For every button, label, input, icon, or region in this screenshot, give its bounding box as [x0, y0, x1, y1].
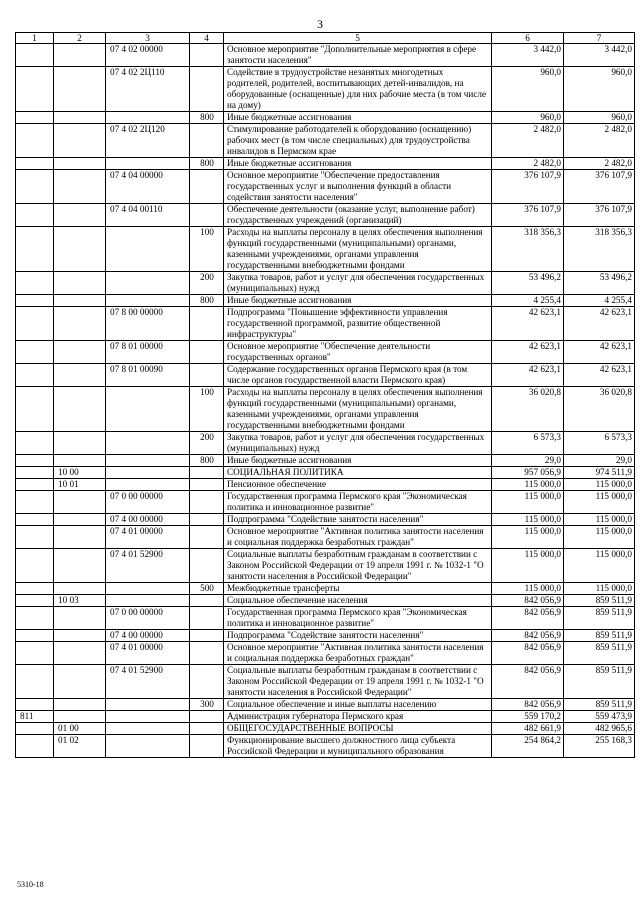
cell-section-code: 01 02 [54, 735, 106, 758]
cell-description: Социальное обеспечение населения [224, 595, 492, 607]
cell-amount-year-2: 255 168,3 [564, 735, 635, 758]
cell-description: Основное мероприятие "Активная политика занятости населения и социальная поддержка безработных граждан" [224, 526, 492, 549]
cell-description: Основное мероприятие "Активная политика занятости населения и социальная поддержка безработных граждан" [224, 642, 492, 665]
cell-target-article: 07 4 00 00000 [106, 514, 190, 526]
cell-target-article [106, 711, 190, 723]
cell-description: Основное мероприятие "Дополнительные мероприятия в сфере занятости населения" [224, 44, 492, 67]
cell-section-code [54, 642, 106, 665]
cell-amount-year-2: 318 356,3 [564, 227, 635, 272]
cell-description: Закупка товаров, работ и услуг для обеспечения государственных (муниципальных) нужд [224, 272, 492, 295]
cell-description: Расходы на выплаты персоналу в целях обеспечения выполнения функций государственными (муниципальными) органами, казенными учреждениями, органами управления государственными внебюджетными фондами [224, 227, 492, 272]
cell-expense-type [190, 642, 224, 665]
table-row [16, 341, 635, 364]
table-row [16, 307, 635, 341]
cell-recipient-code [16, 112, 54, 124]
cell-expense-type [190, 549, 224, 583]
cell-recipient-code [16, 295, 54, 307]
cell-section-code [54, 526, 106, 549]
cell-recipient-code [16, 479, 54, 491]
cell-expense-type [190, 124, 224, 158]
cell-description: Иные бюджетные ассигнования [224, 295, 492, 307]
cell-section-code [54, 491, 106, 514]
cell-description: Иные бюджетные ассигнования [224, 158, 492, 170]
cell-section-code [54, 124, 106, 158]
cell-section-code [54, 204, 106, 227]
cell-section-code [54, 583, 106, 595]
cell-section-code: 01 00 [54, 723, 106, 735]
table-row [16, 630, 635, 642]
cell-expense-type: 200 [190, 272, 224, 295]
table-row [16, 158, 635, 170]
cell-expense-type [190, 467, 224, 479]
cell-amount-year-1: 842 056,9 [492, 595, 564, 607]
cell-section-code [54, 699, 106, 711]
cell-amount-year-2: 859 511,9 [564, 630, 635, 642]
cell-section-code [54, 307, 106, 341]
cell-section-code [54, 607, 106, 630]
cell-recipient-code [16, 272, 54, 295]
cell-target-article [106, 735, 190, 758]
cell-recipient-code [16, 607, 54, 630]
cell-description: Подпрограмма "Содействие занятости населения" [224, 514, 492, 526]
cell-expense-type [190, 67, 224, 112]
cell-amount-year-1: 2 482,0 [492, 158, 564, 170]
cell-target-article: 07 4 04 00110 [106, 204, 190, 227]
cell-section-code [54, 514, 106, 526]
cell-recipient-code [16, 455, 54, 467]
cell-expense-type: 800 [190, 455, 224, 467]
cell-target-article [106, 583, 190, 595]
cell-amount-year-2: 559 473,9 [564, 711, 635, 723]
cell-expense-type [190, 204, 224, 227]
cell-recipient-code [16, 341, 54, 364]
cell-section-code [54, 67, 106, 112]
cell-target-article [106, 723, 190, 735]
cell-amount-year-2: 859 511,9 [564, 642, 635, 665]
cell-description: Межбюджетные трансферты [224, 583, 492, 595]
cell-expense-type [190, 723, 224, 735]
table-row [16, 491, 635, 514]
header-col-2: 2 [54, 33, 106, 44]
table-row [16, 124, 635, 158]
table-row [16, 595, 635, 607]
table-row [16, 665, 635, 699]
cell-amount-year-2: 115 000,0 [564, 583, 635, 595]
cell-recipient-code [16, 227, 54, 272]
cell-amount-year-1: 254 864,2 [492, 735, 564, 758]
cell-amount-year-1: 53 496,2 [492, 272, 564, 295]
cell-recipient-code [16, 514, 54, 526]
cell-amount-year-1: 842 056,9 [492, 699, 564, 711]
cell-description: Социальные выплаты безработным гражданам в соответствии с Законом Российской Федерации от 19 апреля 1991 г. № 1032-1 "О занятости населения в Российской Федерации" [224, 549, 492, 583]
table-row [16, 432, 635, 455]
cell-description: Государственная программа Пермского края "Экономическая политика и инновационное развитие" [224, 607, 492, 630]
cell-description: СОЦИАЛЬНАЯ ПОЛИТИКА [224, 467, 492, 479]
cell-description: Содействие в трудоустройстве незанятых многодетных родителей, родителей, воспитывающих детей-инвалидов, на оборудованные (оснащенные) для них рабочие места (в том числе на дому) [224, 67, 492, 112]
table-row [16, 479, 635, 491]
cell-expense-type [190, 514, 224, 526]
cell-expense-type [190, 711, 224, 723]
cell-recipient-code [16, 158, 54, 170]
cell-expense-type [190, 341, 224, 364]
cell-expense-type: 800 [190, 112, 224, 124]
cell-expense-type: 800 [190, 295, 224, 307]
cell-expense-type [190, 735, 224, 758]
cell-recipient-code [16, 432, 54, 455]
table-row [16, 295, 635, 307]
cell-recipient-code [16, 204, 54, 227]
cell-expense-type: 300 [190, 699, 224, 711]
cell-amount-year-2: 3 442,0 [564, 44, 635, 67]
cell-section-code [54, 549, 106, 583]
cell-amount-year-1: 115 000,0 [492, 526, 564, 549]
cell-amount-year-1: 115 000,0 [492, 549, 564, 583]
cell-amount-year-2: 29,0 [564, 455, 635, 467]
cell-recipient-code [16, 665, 54, 699]
table-row [16, 272, 635, 295]
cell-target-article: 07 4 00 00000 [106, 630, 190, 642]
cell-description: Социальные выплаты безработным гражданам в соответствии с Законом Российской Федерации от 19 апреля 1991 г. № 1032-1 "О занятости населения в Российской Федерации" [224, 665, 492, 699]
cell-amount-year-1: 842 056,9 [492, 607, 564, 630]
cell-target-article [106, 699, 190, 711]
header-col-4: 4 [190, 33, 224, 44]
cell-target-article [106, 595, 190, 607]
cell-target-article: 07 4 04 00000 [106, 170, 190, 204]
cell-expense-type [190, 526, 224, 549]
cell-expense-type [190, 491, 224, 514]
cell-amount-year-2: 2 482,0 [564, 124, 635, 158]
cell-amount-year-2: 6 573,3 [564, 432, 635, 455]
cell-amount-year-1: 42 623,1 [492, 341, 564, 364]
cell-description: Социальное обеспечение и иные выплаты населению [224, 699, 492, 711]
cell-expense-type [190, 479, 224, 491]
cell-recipient-code [16, 526, 54, 549]
cell-amount-year-1: 842 056,9 [492, 665, 564, 699]
cell-description: Подпрограмма "Содействие занятости населения" [224, 630, 492, 642]
cell-amount-year-2: 115 000,0 [564, 549, 635, 583]
cell-amount-year-2: 115 000,0 [564, 514, 635, 526]
cell-target-article: 07 4 01 52900 [106, 665, 190, 699]
cell-amount-year-1: 3 442,0 [492, 44, 564, 67]
cell-description: Администрация губернатора Пермского края [224, 711, 492, 723]
cell-section-code [54, 227, 106, 272]
cell-expense-type: 200 [190, 432, 224, 455]
cell-target-article: 07 4 01 52900 [106, 549, 190, 583]
cell-recipient-code [16, 387, 54, 432]
cell-amount-year-1: 29,0 [492, 455, 564, 467]
cell-section-code [54, 158, 106, 170]
table-row [16, 387, 635, 432]
cell-amount-year-1: 318 356,3 [492, 227, 564, 272]
cell-section-code [54, 364, 106, 387]
cell-recipient-code [16, 549, 54, 583]
cell-description: Основное мероприятие "Обеспечение деятельности государственных органов" [224, 341, 492, 364]
header-col-3: 3 [106, 33, 190, 44]
header-col-5: 5 [224, 33, 492, 44]
cell-target-article: 07 4 01 00000 [106, 526, 190, 549]
cell-recipient-code [16, 699, 54, 711]
table-row [16, 170, 635, 204]
cell-amount-year-2: 859 511,9 [564, 665, 635, 699]
cell-expense-type [190, 607, 224, 630]
cell-amount-year-2: 53 496,2 [564, 272, 635, 295]
cell-description: Закупка товаров, работ и услуг для обеспечения государственных (муниципальных) нужд [224, 432, 492, 455]
cell-amount-year-2: 42 623,1 [564, 307, 635, 341]
cell-amount-year-2: 960,0 [564, 67, 635, 112]
cell-amount-year-2: 2 482,0 [564, 158, 635, 170]
table-row [16, 227, 635, 272]
cell-amount-year-2: 115 000,0 [564, 526, 635, 549]
cell-expense-type [190, 595, 224, 607]
cell-section-code [54, 630, 106, 642]
cell-description: Функционирование высшего должностного лица субъекта Российской Федерации и муниципального образования [224, 735, 492, 758]
table-row [16, 723, 635, 735]
cell-amount-year-2: 859 511,9 [564, 595, 635, 607]
cell-description: Содержание государственных органов Пермского края (в том числе органов государственной власти Пермского края) [224, 364, 492, 387]
cell-target-article [106, 432, 190, 455]
cell-target-article: 07 8 00 00000 [106, 307, 190, 341]
cell-section-code [54, 432, 106, 455]
cell-target-article [106, 158, 190, 170]
table-row [16, 514, 635, 526]
cell-target-article [106, 272, 190, 295]
cell-amount-year-2: 376 107,9 [564, 170, 635, 204]
cell-amount-year-1: 559 170,2 [492, 711, 564, 723]
table-row [16, 455, 635, 467]
cell-amount-year-2: 859 511,9 [564, 699, 635, 711]
cell-recipient-code [16, 630, 54, 642]
cell-description: Пенсионное обеспечение [224, 479, 492, 491]
cell-description: Расходы на выплаты персоналу в целях обеспечения выполнения функций государственными (муниципальными) органами, казенными учреждениями, органами управления государственными внебюджетными фондами [224, 387, 492, 432]
cell-recipient-code [16, 595, 54, 607]
cell-section-code [54, 341, 106, 364]
table-row [16, 642, 635, 665]
cell-amount-year-2: 960,0 [564, 112, 635, 124]
cell-section-code [54, 295, 106, 307]
cell-section-code [54, 665, 106, 699]
table-row [16, 735, 635, 758]
cell-recipient-code: 811 [16, 711, 54, 723]
cell-expense-type [190, 364, 224, 387]
cell-section-code: 10 01 [54, 479, 106, 491]
table-row [16, 549, 635, 583]
cell-target-article: 07 0 00 00000 [106, 607, 190, 630]
table-row [16, 112, 635, 124]
cell-target-article: 07 8 01 00000 [106, 341, 190, 364]
cell-expense-type [190, 44, 224, 67]
cell-expense-type: 100 [190, 387, 224, 432]
cell-recipient-code [16, 124, 54, 158]
cell-amount-year-2: 36 020,8 [564, 387, 635, 432]
cell-target-article: 07 4 02 2Ц120 [106, 124, 190, 158]
cell-amount-year-2: 859 511,9 [564, 607, 635, 630]
cell-section-code [54, 170, 106, 204]
cell-amount-year-2: 42 623,1 [564, 341, 635, 364]
header-col-7: 7 [564, 33, 635, 44]
cell-description: Иные бюджетные ассигнования [224, 455, 492, 467]
cell-amount-year-2: 974 511,9 [564, 467, 635, 479]
cell-amount-year-1: 42 623,1 [492, 364, 564, 387]
cell-target-article [106, 112, 190, 124]
cell-expense-type [190, 665, 224, 699]
cell-amount-year-1: 115 000,0 [492, 491, 564, 514]
cell-amount-year-1: 2 482,0 [492, 124, 564, 158]
cell-expense-type [190, 307, 224, 341]
cell-target-article [106, 455, 190, 467]
cell-target-article [106, 227, 190, 272]
cell-expense-type: 500 [190, 583, 224, 595]
cell-recipient-code [16, 44, 54, 67]
table-row [16, 44, 635, 67]
cell-expense-type: 800 [190, 158, 224, 170]
cell-amount-year-2: 482 965,6 [564, 723, 635, 735]
cell-amount-year-2: 376 107,9 [564, 204, 635, 227]
cell-recipient-code [16, 583, 54, 595]
cell-section-code [54, 387, 106, 432]
cell-recipient-code [16, 467, 54, 479]
cell-amount-year-1: 960,0 [492, 112, 564, 124]
cell-expense-type: 100 [190, 227, 224, 272]
table-row [16, 67, 635, 112]
cell-description: Иные бюджетные ассигнования [224, 112, 492, 124]
cell-target-article [106, 467, 190, 479]
cell-section-code [54, 711, 106, 723]
table-row [16, 699, 635, 711]
budget-table [15, 32, 635, 758]
cell-amount-year-1: 115 000,0 [492, 514, 564, 526]
header-col-6: 6 [492, 33, 564, 44]
cell-target-article: 07 8 01 00090 [106, 364, 190, 387]
document-code: 5310-18 [17, 880, 44, 889]
table-row [16, 364, 635, 387]
page-number: 3 [317, 17, 323, 31]
cell-description: Подпрограмма "Повышение эффективности управления государственной программой, развитие общественной инфраструктуры" [224, 307, 492, 341]
cell-amount-year-1: 960,0 [492, 67, 564, 112]
cell-section-code [54, 44, 106, 67]
cell-recipient-code [16, 364, 54, 387]
header-row [16, 33, 635, 44]
cell-section-code [54, 272, 106, 295]
cell-amount-year-1: 842 056,9 [492, 642, 564, 665]
cell-amount-year-1: 4 255,4 [492, 295, 564, 307]
cell-amount-year-2: 42 623,1 [564, 364, 635, 387]
cell-expense-type [190, 170, 224, 204]
cell-section-code [54, 455, 106, 467]
cell-recipient-code [16, 642, 54, 665]
cell-amount-year-1: 376 107,9 [492, 204, 564, 227]
cell-target-article: 07 4 02 00000 [106, 44, 190, 67]
cell-recipient-code [16, 170, 54, 204]
cell-description: Основное мероприятие "Обеспечение предоставления государственных услуг и выполнения функций в области содействия занятости населения" [224, 170, 492, 204]
table-row [16, 526, 635, 549]
cell-section-code: 10 00 [54, 467, 106, 479]
cell-recipient-code [16, 67, 54, 112]
cell-amount-year-1: 115 000,0 [492, 583, 564, 595]
cell-target-article [106, 479, 190, 491]
cell-recipient-code [16, 491, 54, 514]
table-row [16, 607, 635, 630]
cell-description: Стимулирование работодателей к оборудованию (оснащению) рабочих мест (в том числе специальных) для трудоустройства инвалидов в Пермском крае [224, 124, 492, 158]
cell-amount-year-1: 957 056,9 [492, 467, 564, 479]
cell-amount-year-2: 115 000,0 [564, 479, 635, 491]
table-row [16, 711, 635, 723]
cell-amount-year-1: 482 661,9 [492, 723, 564, 735]
header-col-1: 1 [16, 33, 54, 44]
cell-amount-year-1: 6 573,3 [492, 432, 564, 455]
cell-section-code: 10 03 [54, 595, 106, 607]
cell-target-article [106, 387, 190, 432]
table-row [16, 467, 635, 479]
cell-expense-type [190, 630, 224, 642]
cell-amount-year-2: 115 000,0 [564, 491, 635, 514]
cell-amount-year-1: 842 056,9 [492, 630, 564, 642]
cell-target-article: 07 4 01 00000 [106, 642, 190, 665]
cell-amount-year-1: 115 000,0 [492, 479, 564, 491]
cell-description: Обеспечение деятельности (оказание услуг, выполнение работ) государственных учреждений (организаций) [224, 204, 492, 227]
cell-recipient-code [16, 723, 54, 735]
cell-description: ОБЩЕГОСУДАРСТВЕННЫЕ ВОПРОСЫ [224, 723, 492, 735]
cell-amount-year-2: 4 255,4 [564, 295, 635, 307]
cell-amount-year-1: 36 020,8 [492, 387, 564, 432]
cell-description: Государственная программа Пермского края "Экономическая политика и инновационное развитие" [224, 491, 492, 514]
cell-target-article: 07 0 00 00000 [106, 491, 190, 514]
cell-target-article [106, 295, 190, 307]
cell-recipient-code [16, 307, 54, 341]
cell-amount-year-1: 376 107,9 [492, 170, 564, 204]
table-row [16, 204, 635, 227]
table-row [16, 583, 635, 595]
cell-recipient-code [16, 735, 54, 758]
cell-amount-year-1: 42 623,1 [492, 307, 564, 341]
cell-section-code [54, 112, 106, 124]
cell-target-article: 07 4 02 2Ц110 [106, 67, 190, 112]
